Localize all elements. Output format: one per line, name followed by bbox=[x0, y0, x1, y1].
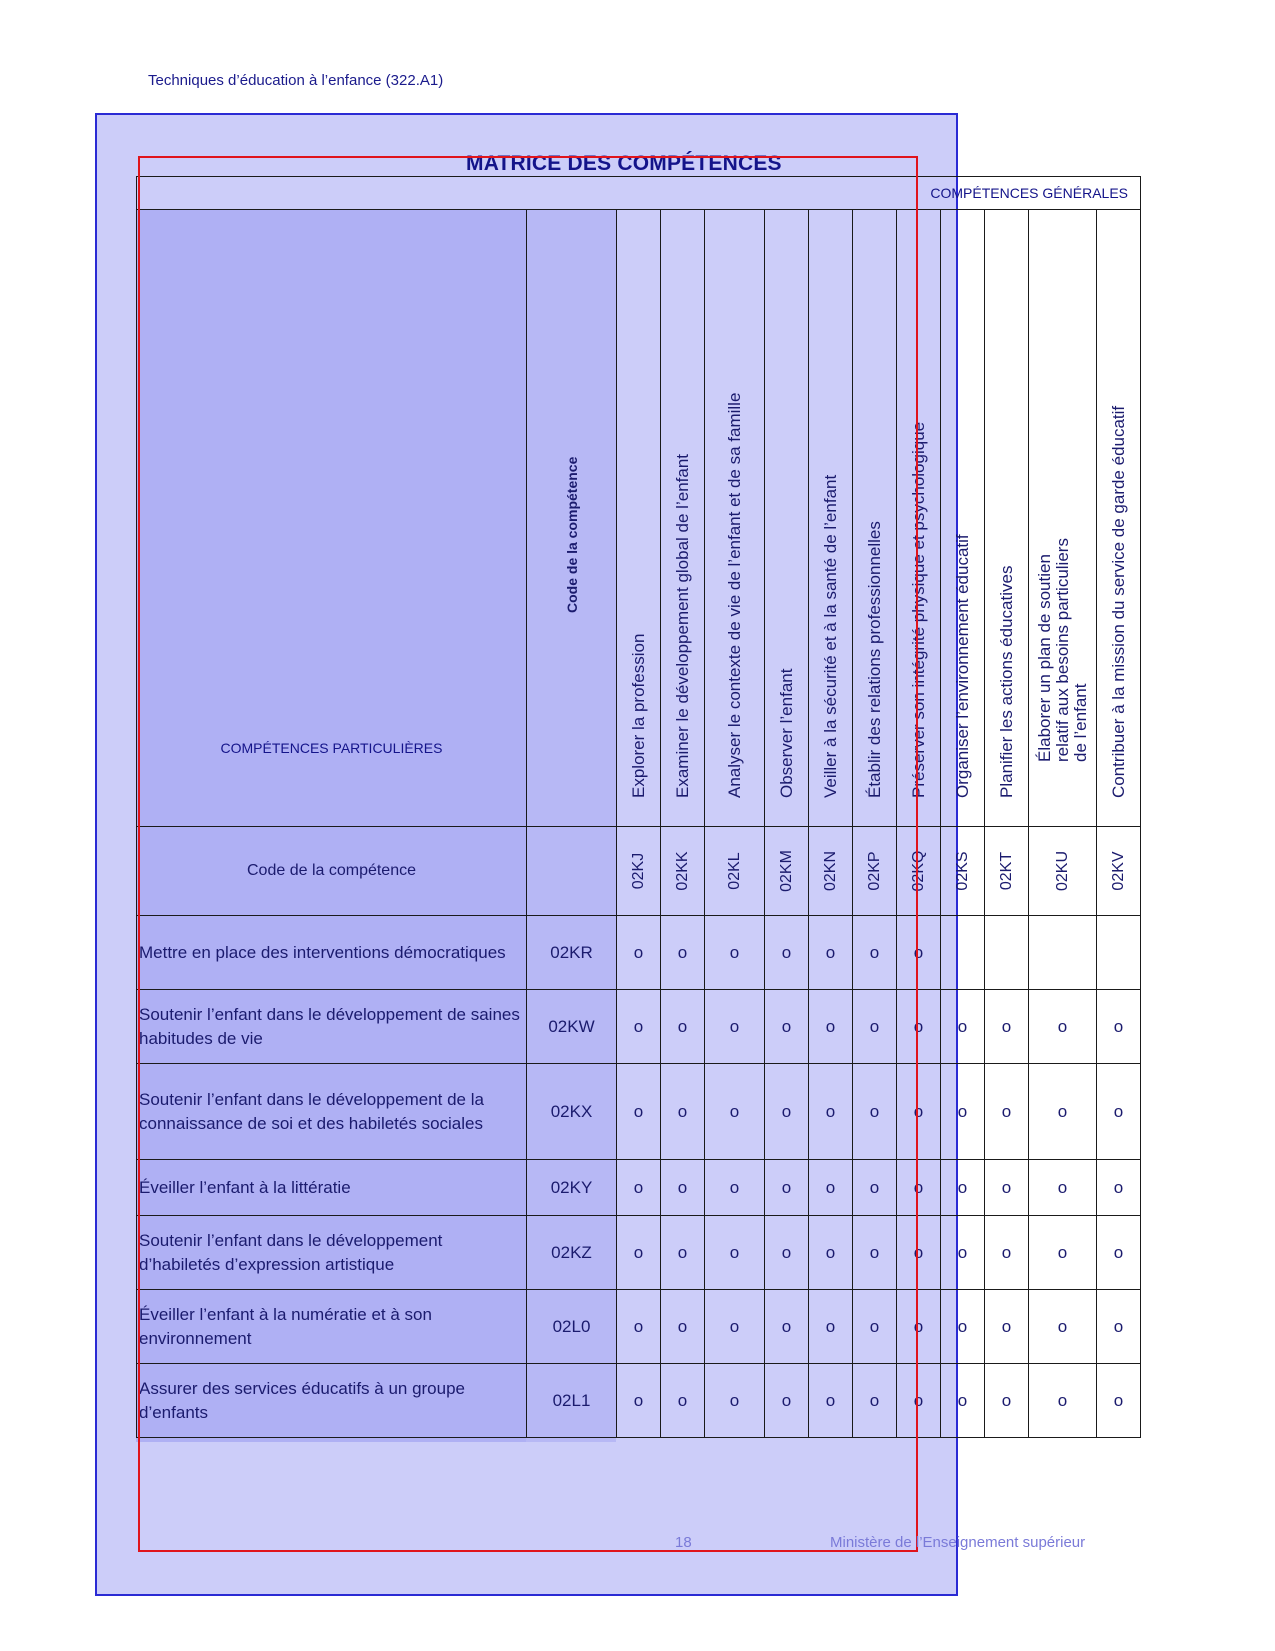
general-name: Organiser l’environnement éducatif bbox=[952, 534, 972, 798]
general-code: 02KT bbox=[985, 827, 1029, 916]
matrix-mark: o bbox=[617, 1064, 661, 1160]
matrix-mark: o bbox=[705, 1064, 765, 1160]
matrix-mark: o bbox=[617, 990, 661, 1064]
matrix-mark: o bbox=[661, 1216, 705, 1290]
particular-rows bbox=[137, 916, 1141, 1438]
matrix-mark: o bbox=[853, 1290, 897, 1364]
matrix-mark: o bbox=[941, 990, 985, 1064]
matrix-mark: o bbox=[1097, 1290, 1141, 1364]
general-header bbox=[941, 210, 985, 827]
general-code: 02KL bbox=[705, 827, 765, 916]
matrix-mark: o bbox=[661, 916, 705, 990]
matrix-mark: o bbox=[1029, 1216, 1097, 1290]
matrix-mark: o bbox=[941, 1064, 985, 1160]
matrix-mark: o bbox=[617, 1364, 661, 1438]
matrix-mark: o bbox=[941, 1290, 985, 1364]
matrix-mark: o bbox=[853, 1364, 897, 1438]
matrix-mark: o bbox=[765, 1290, 809, 1364]
particular-code: 02KX bbox=[527, 1064, 617, 1160]
matrix-mark: o bbox=[809, 1290, 853, 1364]
table-row bbox=[137, 1216, 1141, 1290]
matrix-mark bbox=[1029, 916, 1097, 990]
table-row bbox=[137, 1064, 1141, 1160]
particular-name: Soutenir l’enfant dans le développement d’habiletés d’expression artistique bbox=[137, 1216, 527, 1290]
general-name: Analyser le contexte de vie de l’enfant et de sa famille bbox=[724, 392, 744, 798]
matrix-mark: o bbox=[1097, 1216, 1141, 1290]
matrix-mark: o bbox=[897, 1290, 941, 1364]
particular-code: 02KW bbox=[527, 990, 617, 1064]
code-row-empty bbox=[527, 827, 617, 916]
general-header bbox=[765, 210, 809, 827]
matrix-mark: o bbox=[809, 1216, 853, 1290]
particular-code: 02KY bbox=[527, 1160, 617, 1216]
matrix-mark: o bbox=[1097, 1064, 1141, 1160]
general-name: Explorer la profession bbox=[628, 633, 648, 798]
particular-code: 02L0 bbox=[527, 1290, 617, 1364]
matrix-mark: o bbox=[1097, 1160, 1141, 1216]
general-code: 02KN bbox=[809, 827, 853, 916]
particular-name: Éveiller l’enfant à la littératie bbox=[137, 1160, 527, 1216]
general-header bbox=[1097, 210, 1141, 827]
matrix-mark: o bbox=[617, 916, 661, 990]
general-name: Veiller à la sécurité et à la santé de l’enfant bbox=[820, 474, 840, 798]
general-name: Examiner le développement global de l’enfant bbox=[672, 453, 692, 798]
matrix-mark: o bbox=[897, 990, 941, 1064]
matrix-mark: o bbox=[765, 1364, 809, 1438]
particular-code: 02KR bbox=[527, 916, 617, 990]
general-code: 02KJ bbox=[617, 827, 661, 916]
matrix-mark: o bbox=[809, 1160, 853, 1216]
matrix-mark: o bbox=[765, 1160, 809, 1216]
particular-competencies-title: COMPÉTENCES PARTICULIÈRES bbox=[137, 210, 527, 827]
matrix-mark: o bbox=[985, 1216, 1029, 1290]
matrix-mark: o bbox=[617, 1160, 661, 1216]
general-code: 02KP bbox=[853, 827, 897, 916]
matrix-mark: o bbox=[661, 1364, 705, 1438]
matrix-mark: o bbox=[705, 1216, 765, 1290]
matrix-mark: o bbox=[661, 1064, 705, 1160]
general-header bbox=[661, 210, 705, 827]
matrix-mark bbox=[985, 916, 1029, 990]
particular-name: Soutenir l’enfant dans le développement de saines habitudes de vie bbox=[137, 990, 527, 1064]
general-header bbox=[705, 210, 765, 827]
matrix-mark: o bbox=[765, 916, 809, 990]
matrix-mark: o bbox=[897, 916, 941, 990]
particular-name: Éveiller l’enfant à la numératie et à son environnement bbox=[137, 1290, 527, 1364]
competency-matrix bbox=[136, 176, 1141, 1438]
matrix-mark: o bbox=[765, 990, 809, 1064]
table-row bbox=[137, 916, 1141, 990]
general-code: 02KV bbox=[1097, 827, 1141, 916]
general-code: 02KU bbox=[1029, 827, 1097, 916]
general-name: Planifier les actions éducatives bbox=[996, 565, 1016, 798]
matrix-title: MATRICE DES COMPÉTENCES bbox=[466, 152, 782, 175]
matrix-mark: o bbox=[809, 990, 853, 1064]
matrix-mark: o bbox=[985, 990, 1029, 1064]
matrix-mark: o bbox=[853, 1160, 897, 1216]
matrix-mark: o bbox=[705, 1160, 765, 1216]
matrix-mark: o bbox=[941, 1216, 985, 1290]
matrix-mark: o bbox=[1097, 1364, 1141, 1438]
matrix-mark: o bbox=[765, 1216, 809, 1290]
general-name: Contribuer à la mission du service de garde éducatif bbox=[1108, 405, 1128, 798]
general-code: 02KS bbox=[941, 827, 985, 916]
matrix-mark: o bbox=[765, 1064, 809, 1160]
general-header bbox=[809, 210, 853, 827]
matrix-mark: o bbox=[985, 1064, 1029, 1160]
general-header bbox=[1029, 210, 1097, 827]
code-column-header-label: Code de la compétence bbox=[563, 456, 580, 613]
matrix-mark bbox=[941, 916, 985, 990]
matrix-mark: o bbox=[985, 1160, 1029, 1216]
general-competencies-title: COMPÉTENCES GÉNÉRALES bbox=[137, 177, 1141, 210]
code-row-label: Code de la compétence bbox=[137, 827, 527, 916]
code-column-header bbox=[527, 210, 617, 827]
general-header bbox=[897, 210, 941, 827]
matrix-mark: o bbox=[941, 1364, 985, 1438]
table-row bbox=[137, 1290, 1141, 1364]
table-row bbox=[137, 1364, 1141, 1438]
matrix-mark: o bbox=[897, 1160, 941, 1216]
matrix-mark: o bbox=[705, 1364, 765, 1438]
matrix-mark: o bbox=[897, 1216, 941, 1290]
program-title: Techniques d’éducation à l’enfance (322.A1) bbox=[148, 72, 444, 89]
matrix-mark: o bbox=[809, 1064, 853, 1160]
general-code: 02KQ bbox=[897, 827, 941, 916]
matrix-mark: o bbox=[853, 1216, 897, 1290]
particular-name: Soutenir l’enfant dans le développement de la connaissance de soi et des habiletés sociales bbox=[137, 1064, 527, 1160]
matrix-mark: o bbox=[1029, 1364, 1097, 1438]
general-header bbox=[853, 210, 897, 827]
matrix-mark: o bbox=[1097, 990, 1141, 1064]
table-row bbox=[137, 1160, 1141, 1216]
matrix-mark: o bbox=[897, 1364, 941, 1438]
general-name: Observer l’enfant bbox=[776, 668, 796, 798]
matrix-mark: o bbox=[985, 1364, 1029, 1438]
matrix-mark: o bbox=[1029, 1160, 1097, 1216]
matrix-mark: o bbox=[941, 1160, 985, 1216]
particular-code: 02KZ bbox=[527, 1216, 617, 1290]
matrix-mark: o bbox=[853, 916, 897, 990]
matrix-mark: o bbox=[705, 1290, 765, 1364]
matrix-mark: o bbox=[1029, 1290, 1097, 1364]
matrix-mark: o bbox=[705, 916, 765, 990]
particular-code: 02L1 bbox=[527, 1364, 617, 1438]
matrix-mark: o bbox=[617, 1290, 661, 1364]
general-name: Préserver son intégrité physique et psychologique bbox=[908, 421, 928, 798]
general-name: Établir des relations professionnelles bbox=[864, 521, 884, 798]
general-code: 02KM bbox=[765, 827, 809, 916]
matrix-mark: o bbox=[661, 1290, 705, 1364]
table-row bbox=[137, 990, 1141, 1064]
matrix-mark: o bbox=[661, 1160, 705, 1216]
matrix-mark: o bbox=[809, 916, 853, 990]
particular-name: Mettre en place des interventions démocratiques bbox=[137, 916, 527, 990]
matrix-mark: o bbox=[897, 1064, 941, 1160]
matrix-mark bbox=[1097, 916, 1141, 990]
ministry-footer: Ministère de l’Enseignement supérieur bbox=[830, 1534, 1086, 1551]
matrix-mark: o bbox=[661, 990, 705, 1064]
matrix-mark: o bbox=[853, 1064, 897, 1160]
matrix-mark: o bbox=[985, 1290, 1029, 1364]
matrix-mark: o bbox=[617, 1216, 661, 1290]
page-number: 18 bbox=[675, 1534, 692, 1551]
matrix-mark: o bbox=[1029, 1064, 1097, 1160]
general-code: 02KK bbox=[661, 827, 705, 916]
matrix-mark: o bbox=[853, 990, 897, 1064]
matrix-mark: o bbox=[809, 1364, 853, 1438]
general-header bbox=[617, 210, 661, 827]
general-name: Élaborer un plan de soutien relatif aux besoins particuliers de l’enfant bbox=[1034, 538, 1090, 762]
general-header bbox=[985, 210, 1029, 827]
particular-name: Assurer des services éducatifs à un groupe d’enfants bbox=[137, 1364, 527, 1438]
matrix-mark: o bbox=[705, 990, 765, 1064]
matrix-mark: o bbox=[1029, 990, 1097, 1064]
